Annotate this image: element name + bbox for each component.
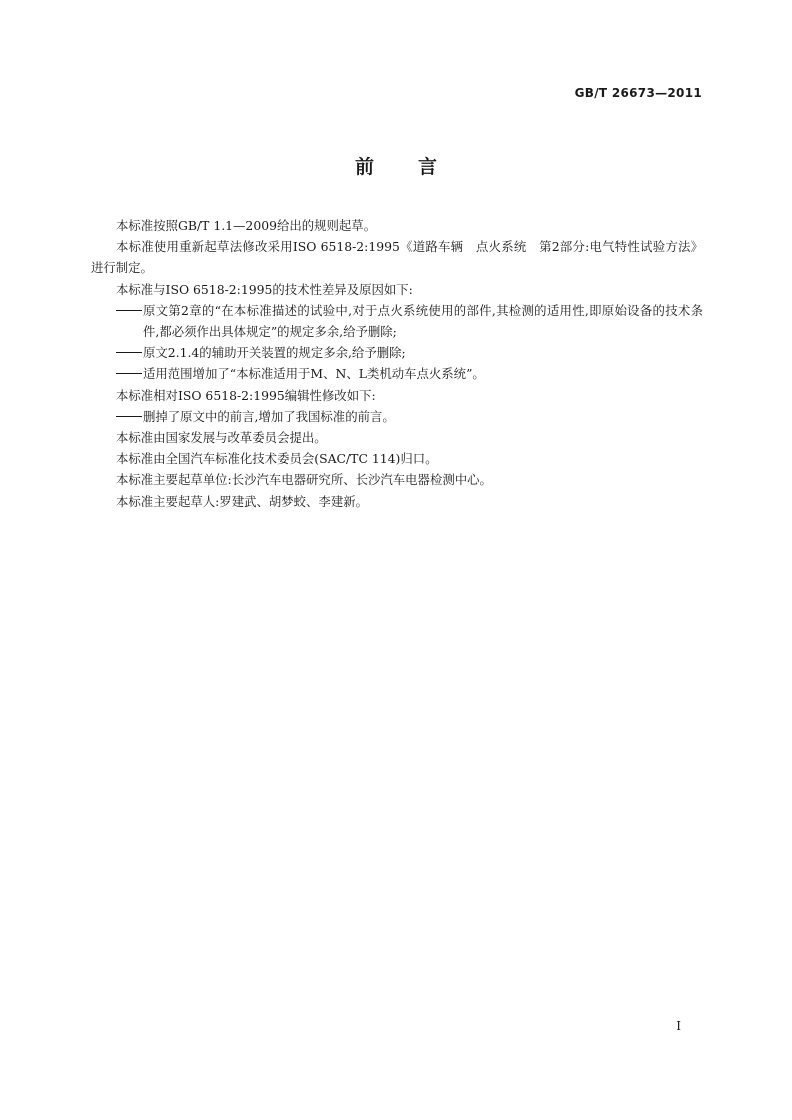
- page-title: 前言: [354, 156, 481, 178]
- paragraph-drafting-units: 本标准主要起草单位:长沙汽车电器研究所、长沙汽车电器检测中心。: [116, 472, 492, 488]
- list-item-text: 删掉了原文中的前言,增加了我国标准的前言。: [143, 408, 395, 424]
- list-item-text: 原文2.1.4的辅助开关装置的规定多余,给予删除;: [143, 345, 406, 361]
- paragraph-drafters: 本标准主要起草人:罗建武、胡梦蛟、李建新。: [116, 493, 368, 509]
- page-number: I: [676, 1019, 681, 1033]
- list-item: [91, 406, 703, 427]
- list-item-text: 适用范围增加了“本标准适用于M、N、L类机动车点火系统”。: [143, 366, 485, 382]
- dash-bullet: [116, 363, 143, 384]
- standard-number: GB/T 26673—2011: [574, 86, 702, 100]
- list-item: [91, 342, 703, 363]
- dash-bullet: [116, 300, 143, 321]
- list-item-text: 原文第2章的“在本标准描述的试验中,对于点火系统使用的部件,其检测的适用性,即原始设备的技术条件,都必须作出具体规定”的规定多余,给予删除;: [143, 302, 703, 340]
- paragraph-adoption-method: 本标准使用重新起草法修改采用ISO 6518-2:1995《道路车辆 点火系统 第2部分:电气特性试验方法》进行制定。: [91, 239, 703, 276]
- paragraph-proposed-by: 本标准由国家发展与改革委员会提出。: [116, 430, 327, 446]
- paragraph-technical-differences: 本标准与ISO 6518-2:1995的技术性差异及原因如下:: [116, 281, 413, 297]
- dash-bullet: [116, 406, 143, 427]
- paragraph-editorial-changes: 本标准相对ISO 6518-2:1995编辑性修改如下:: [116, 387, 376, 403]
- foreword-body: [91, 215, 703, 512]
- paragraph-managed-by: 本标准由全国汽车标准化技术委员会(SAC/TC 114)归口。: [116, 451, 438, 467]
- paragraph-drafting-rules: 本标准按照GB/T 1.1—2009给出的规则起草。: [116, 218, 377, 233]
- list-item: [91, 363, 703, 384]
- dash-bullet: [116, 342, 143, 363]
- list-item: [91, 300, 703, 342]
